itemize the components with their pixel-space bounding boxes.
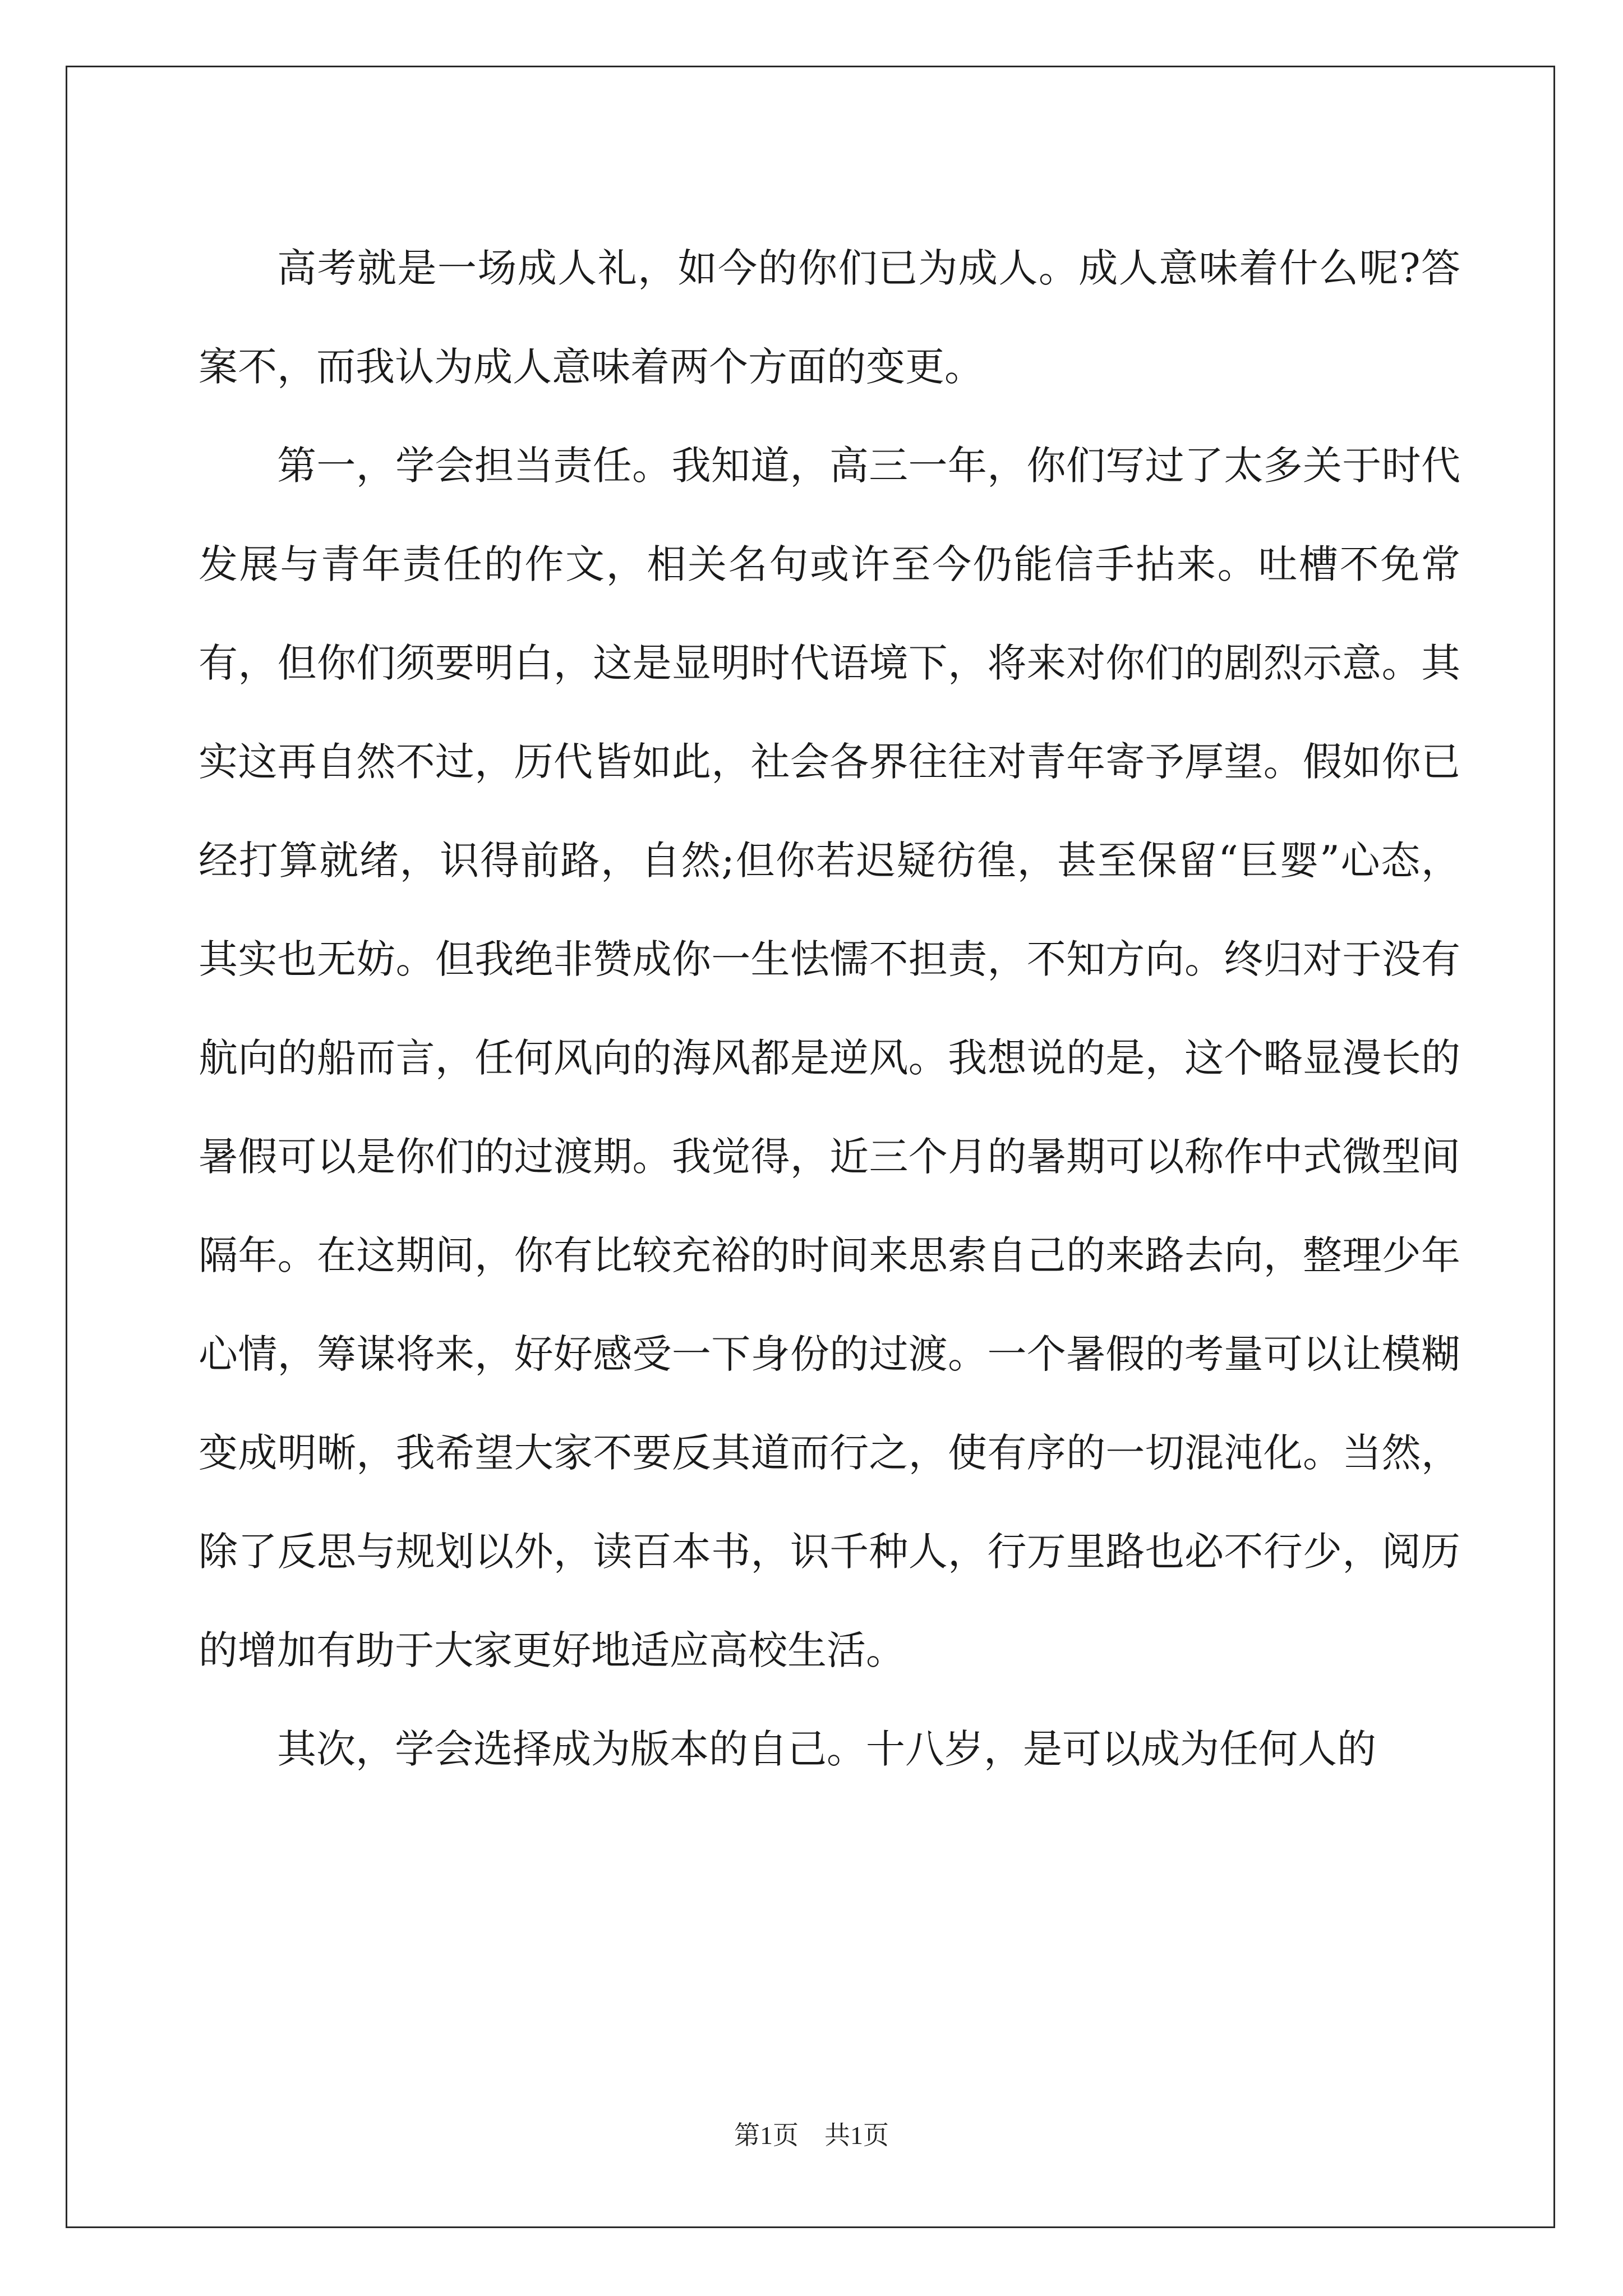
- page-footer: 第1页 共1页: [734, 2121, 889, 2150]
- document-body: [199, 219, 1460, 1798]
- paragraph-1: 高考就是一场成人礼，如今的你们已为成人。成人意味着什么呢?答案不，而我认为成人意味着两个方面的变更。: [199, 245, 1460, 390]
- paragraph-3: 其次，学会选择成为版本的自己。十八岁，是可以成为任何人的: [277, 1726, 1376, 1772]
- paragraph-2: 第一，学会担当责任。我知道，高三一年，你们写过了太多关于时代发展与青年责任的作文，相关名句或许至今仍能信手拈来。吐槽不免常有，但你们须要明白，这是显明时代语境下，将来对你们的剧烈示意。其实这再自然不过，历代皆如此，社会各界往往对青年寄予厚望。假如你已经打算就绪，识得前路，自然;但你若迟疑彷徨，甚至保留“巨婴”心态，其实也无妨。但我绝非赞成你一生怯懦不担责，不知方向。终归对于没有航向的船而言，任何风向的海风都是逆风。我想说的是，这个略显漫长的暑假可以是你们的过渡期。我觉得，近三个月的暑期可以称作中式微型间隔年。在这期间，你有比较充裕的时间来思索自己的来路去向，整理少年心情，筹谋将来，好好感受一下身份的过渡。一个暑假的考量可以让模糊变成明晰，我希望大家不要反其道而行之，使有序的一切混沌化。当然，除了反思与规划以外，读百本书，识千种人，行万里路也必不行少，阅历的增加有助于大家更好地适应高校生活。: [199, 443, 1460, 1673]
